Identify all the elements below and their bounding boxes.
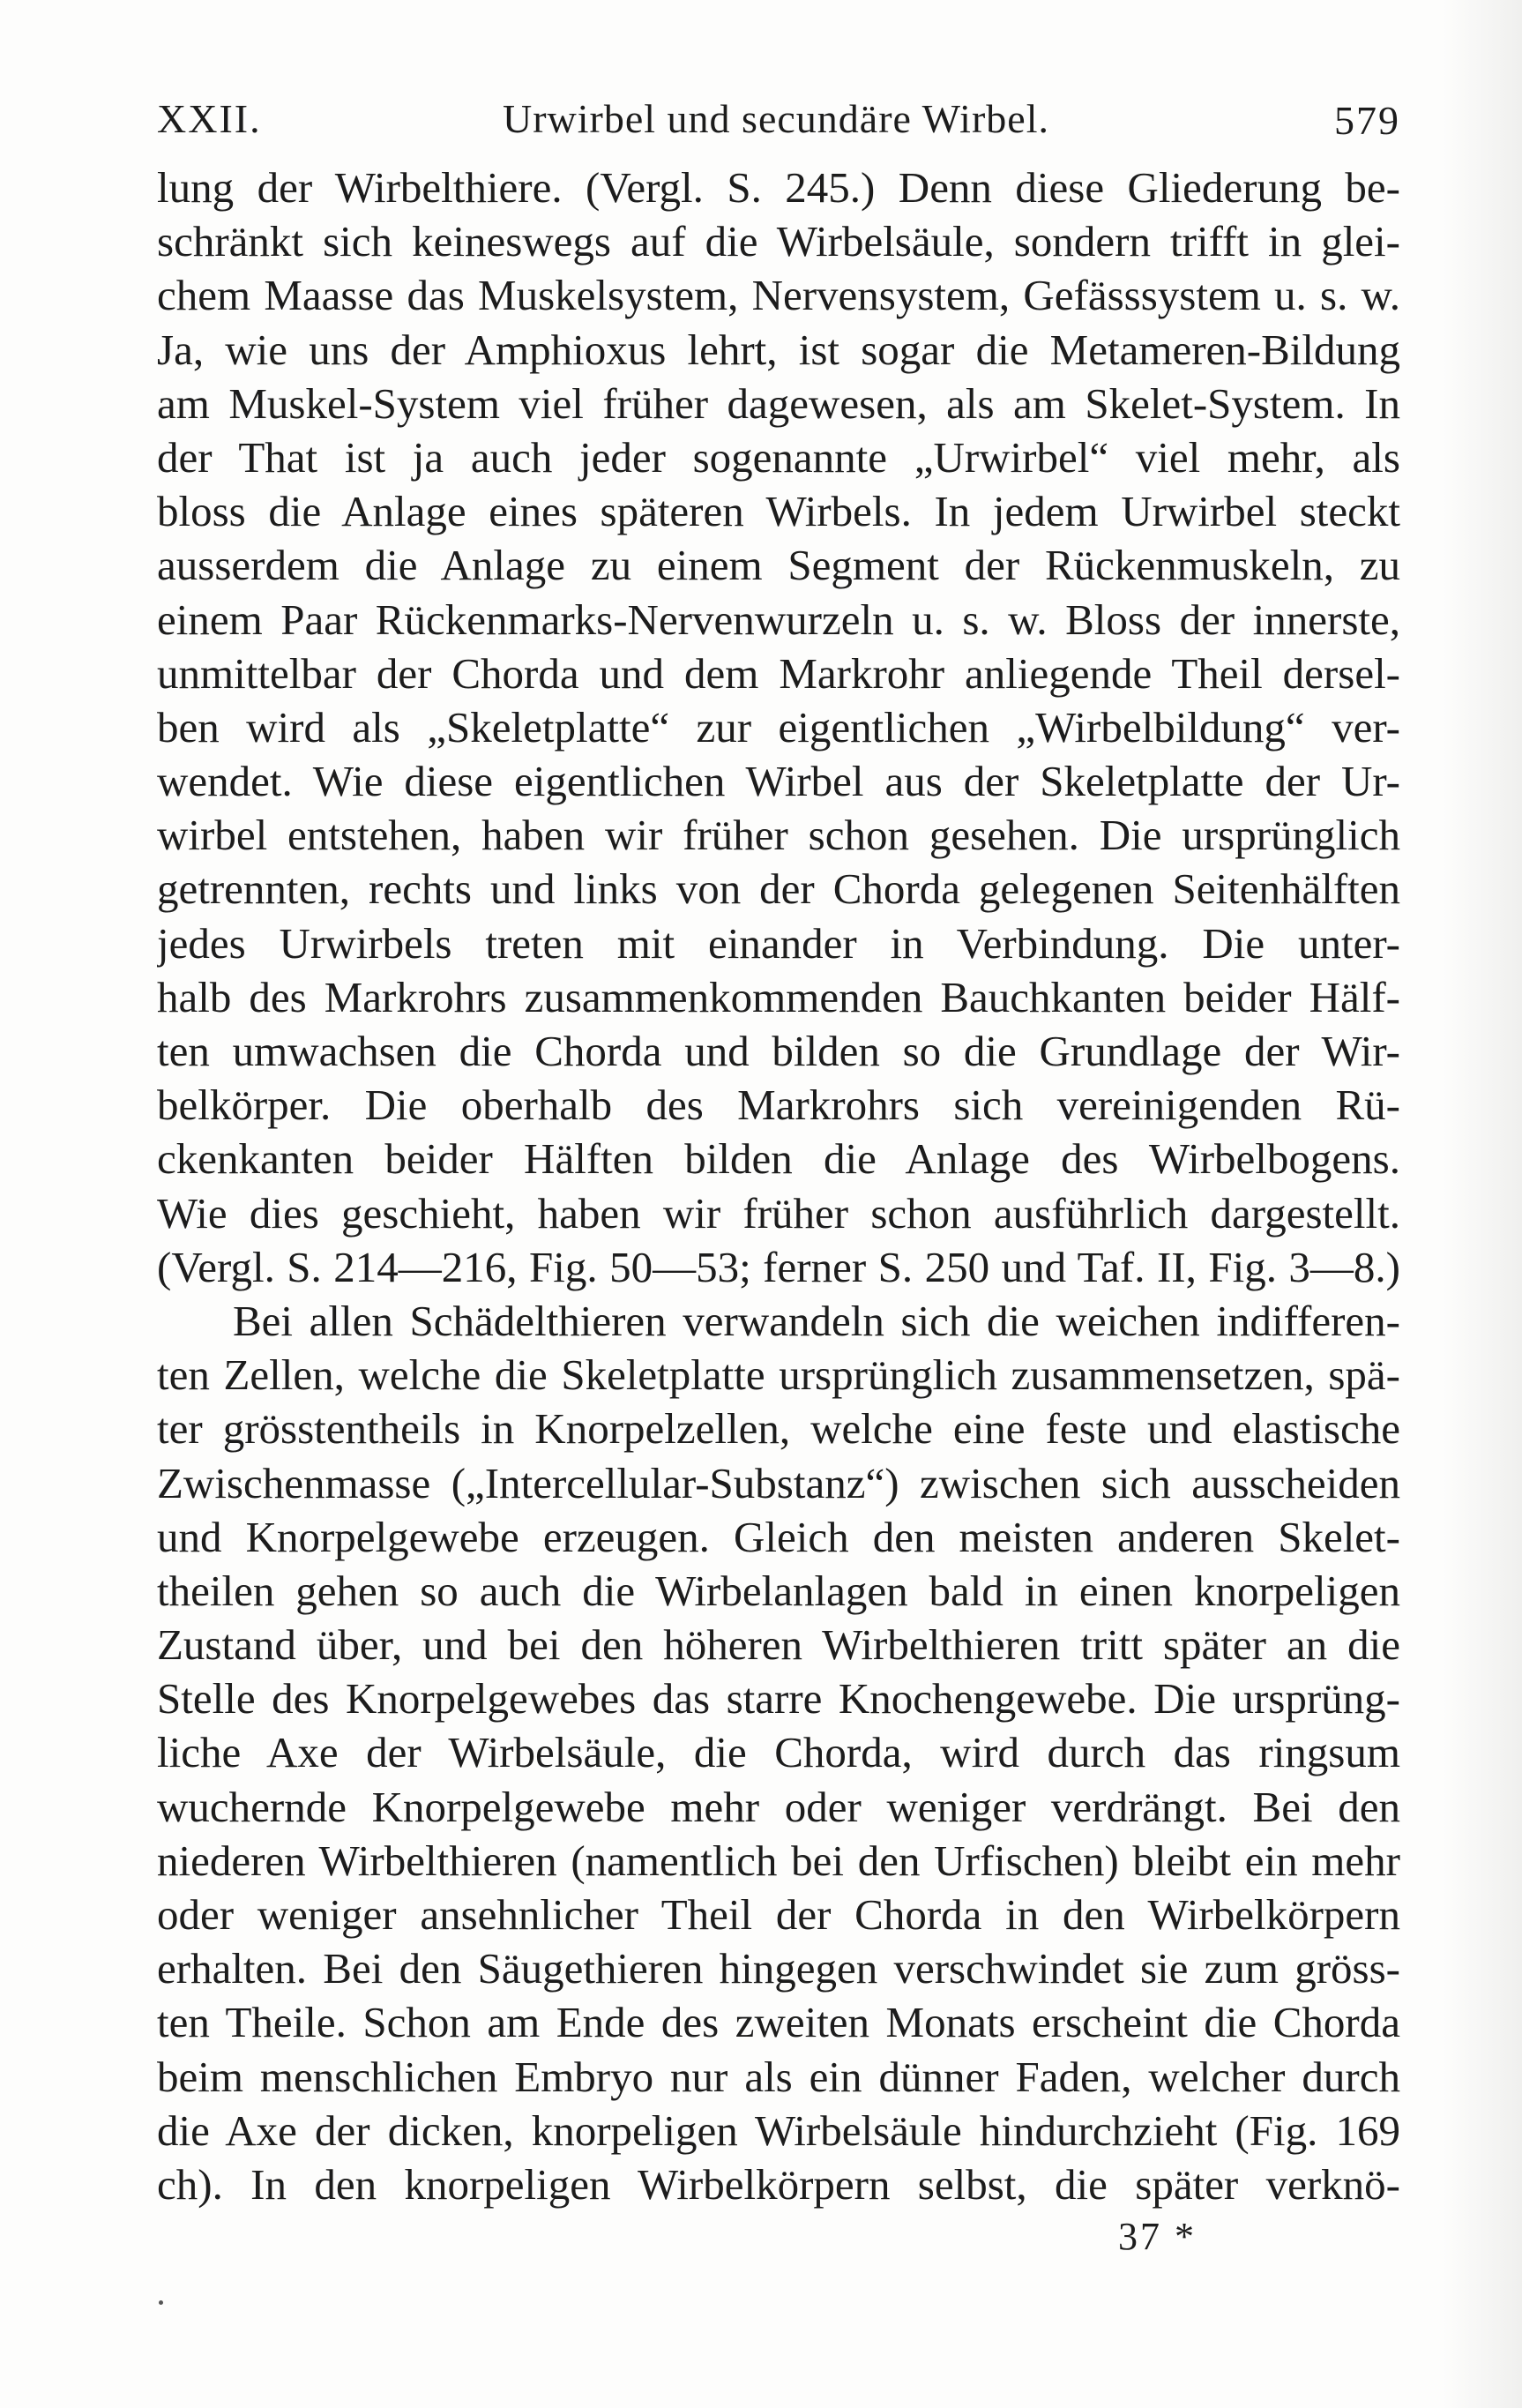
text-line: theilen gehen so auch die Wirbelanlagen bald in einen knorpeligen: [157, 1566, 1400, 1615]
running-head: [157, 95, 1400, 157]
text-line: Zwischenmasse („Intercellular-Substanz“) zwischen sich ausscheiden: [157, 1458, 1400, 1507]
text-line: schränkt sich keineswegs auf die Wirbelsäule, sondern trifft in glei-: [157, 217, 1400, 266]
text-line: jedes Urwirbels treten mit einander in Verbindung. Die unter-: [157, 918, 1400, 968]
text-line: liche Axe der Wirbelsäule, die Chorda, wird durch das ringsum: [157, 1728, 1400, 1777]
text-line: Stelle des Knorpelgewebes das starre Knochengewebe. Die ursprüng-: [157, 1674, 1400, 1724]
text-line: Wie dies geschieht, haben wir früher schon ausführlich dargestellt.: [157, 1188, 1400, 1238]
text-line: ter grösstentheils in Knorpelzellen, welche eine feste und elastische: [157, 1404, 1400, 1454]
text-line: (Vergl. S. 214—216, Fig. 50—53; ferner S. 250 und Taf. II, Fig. 3—8.): [157, 1242, 1400, 1291]
page-edge-shading: [1443, 0, 1522, 2408]
text-line: erhalten. Bei den Säugethieren hingegen verschwindet sie zum gröss-: [157, 1944, 1400, 1993]
text-line: ch). In den knorpeligen Wirbelkörpern selbst, die später verknö-: [157, 2159, 1400, 2209]
text-line: der That ist ja auch jeder sogenannte „Urwirbel“ viel mehr, als: [157, 432, 1400, 482]
text-line: chem Maasse das Muskelsystem, Nervensystem, Gefässsystem u. s. w.: [157, 271, 1400, 320]
text-line: wuchernde Knorpelgewebe mehr oder weniger verdrängt. Bei den: [157, 1782, 1400, 1831]
text-line: wendet. Wie diese eigentlichen Wirbel aus der Skeletplatte der Ur-: [157, 757, 1400, 806]
text-line: ben wird als „Skeletplatte“ zur eigentlichen „Wirbelbildung“ ver-: [157, 702, 1400, 752]
text-line: Zustand über, und bei den höheren Wirbelthieren tritt später an die: [157, 1620, 1400, 1670]
paper-speck: [159, 2300, 163, 2305]
text-line: Bei allen Schädelthieren verwandeln sich die weichen indifferen-: [233, 1296, 1400, 1345]
page-number: 579: [1334, 98, 1400, 143]
text-line: unmittelbar der Chorda und dem Markrohr anliegende Theil dersel-: [157, 648, 1400, 698]
text-line: beim menschlichen Embryo nur als ein dünner Faden, welcher durch: [157, 2052, 1400, 2101]
body-text: [157, 161, 1400, 2211]
text-line: lung der Wirbelthiere. (Vergl. S. 245.) Denn diese Gliederung be-: [157, 163, 1400, 212]
text-line: die Axe der dicken, knorpeligen Wirbelsäule hindurchzieht (Fig. 169: [157, 2105, 1400, 2155]
text-line: ten Zellen, welche die Skeletplatte ursprünglich zusammensetzen, spä-: [157, 1350, 1400, 1400]
text-line: am Muskel-System viel früher dagewesen, als am Skelet-System. In: [157, 378, 1400, 428]
text-line: und Knorpelgewebe erzeugen. Gleich den meisten anderen Skelet-: [157, 1512, 1400, 1561]
text-line: wirbel entstehen, haben wir früher schon gesehen. Die ursprünglich: [157, 811, 1400, 860]
text-line: halb des Markrohrs zusammenkommenden Bauchkanten beider Hälf-: [157, 972, 1400, 1021]
text-line: oder weniger ansehnlicher Theil der Chorda in den Wirbelkörpern: [157, 1890, 1400, 1939]
text-line: belkörper. Die oberhalb des Markrohrs sich vereinigenden Rü-: [157, 1081, 1400, 1130]
printer-signature-mark: 37 *: [1118, 2215, 1197, 2258]
text-line: Ja, wie uns der Amphioxus lehrt, ist sogar die Metameren-Bildung: [157, 325, 1400, 374]
text-line: ten umwachsen die Chorda und bilden so die Grundlage der Wir-: [157, 1027, 1400, 1075]
text-line: getrennten, rechts und links von der Chorda gelegenen Seitenhälften: [157, 864, 1400, 914]
running-title: Urwirbel und secundäre Wirbel.: [503, 96, 1049, 141]
chapter-number: XXII.: [157, 96, 262, 141]
text-line: einem Paar Rückenmarks-Nervenwurzeln u. s. w. Bloss der innerste,: [157, 595, 1400, 644]
text-line: niederen Wirbelthieren (namentlich bei den Urfischen) bleibt ein mehr: [157, 1836, 1400, 1885]
text-line: bloss die Anlage eines späteren Wirbels. In jedem Urwirbel steckt: [157, 487, 1400, 536]
text-line: ten Theile. Schon am Ende des zweiten Monats erscheint die Chorda: [157, 1998, 1400, 2047]
text-line: ausserdem die Anlage zu einem Segment der Rückenmuskeln, zu: [157, 541, 1400, 590]
text-line: ckenkanten beider Hälften bilden die Anlage des Wirbelbogens.: [157, 1134, 1400, 1184]
